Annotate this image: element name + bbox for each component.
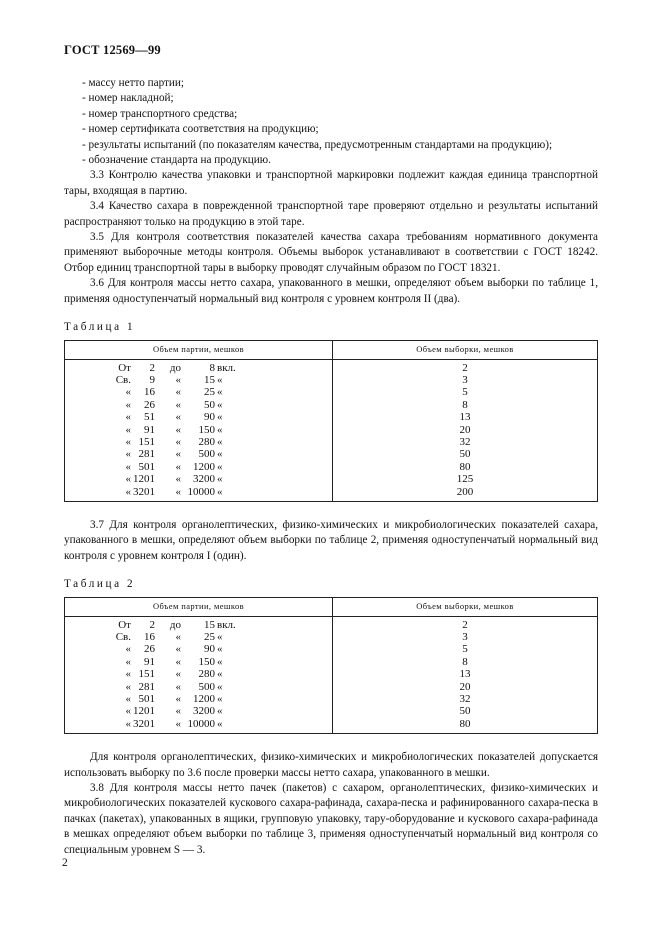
range-part: «	[175, 485, 181, 498]
range-part: «	[217, 643, 223, 656]
range-part: «	[175, 448, 181, 461]
range-part: «	[175, 386, 181, 399]
table-row-lot-range	[65, 374, 332, 386]
table-row-sample-size: 50	[459, 705, 471, 718]
range-part: «	[217, 411, 223, 424]
range-part: «	[217, 485, 223, 498]
range-part: «	[175, 705, 181, 718]
table-row-lot-range	[65, 473, 332, 485]
table-2-header-sample-size: Объем выборки, мешков	[333, 597, 598, 616]
range-part: 501	[138, 693, 155, 706]
range-part: «	[125, 485, 131, 498]
range-part: «	[217, 680, 223, 693]
table-2-sample-size-cell	[333, 616, 598, 734]
table-row-sample-size: 3	[462, 631, 468, 643]
table-1-caption: Таблица 1	[64, 321, 136, 334]
range-part: «	[125, 448, 131, 461]
range-part: «	[217, 386, 223, 399]
range-part: 2	[149, 361, 155, 374]
range-part: «	[125, 705, 131, 718]
paragraph-3-4: 3.4 Качество сахара в поврежденной транспортной таре проверяют отдельно и результаты испытаний распространяют только на продукцию в этой таре.	[64, 200, 598, 228]
range-part: «	[175, 717, 181, 730]
range-part: «	[175, 668, 181, 681]
range-part: «	[125, 386, 131, 399]
table-1-header-sample-size: Объем выборки, мешков	[333, 340, 598, 359]
table-1	[64, 340, 598, 502]
table-2-caption: Таблица 2	[64, 578, 136, 591]
range-part: 10000	[187, 717, 215, 730]
range-part: 281	[138, 448, 155, 461]
table-row-lot-range	[65, 643, 332, 655]
range-part: «	[175, 373, 181, 386]
range-part: 501	[138, 460, 155, 473]
range-part: «	[125, 398, 131, 411]
range-part: «	[125, 655, 131, 668]
range-part: «	[125, 668, 131, 681]
range-part: Св.	[115, 631, 131, 643]
range-part: 2	[149, 618, 155, 631]
table-row-lot-range	[65, 668, 332, 680]
range-part: От	[118, 618, 131, 631]
range-part: вкл.	[217, 618, 236, 631]
range-part: 151	[138, 668, 155, 681]
range-part: «	[175, 423, 181, 436]
range-part: 51	[144, 411, 155, 424]
range-part: «	[217, 631, 223, 643]
table-row-lot-range	[65, 399, 332, 411]
table-1-sample-size-cell	[333, 359, 598, 501]
table-row-sample-size: 50	[459, 448, 471, 461]
table-row-sample-size: 8	[462, 398, 468, 411]
table-row-lot-range	[65, 718, 332, 730]
table-row-lot-range	[65, 705, 332, 717]
range-part: «	[217, 655, 223, 668]
table-row-sample-size: 20	[459, 680, 471, 693]
range-part: «	[175, 460, 181, 473]
range-part: «	[125, 435, 131, 448]
range-part: 280	[198, 435, 215, 448]
table-1-lot-size-cell	[65, 359, 333, 501]
range-part: 90	[204, 643, 215, 656]
range-part: 1201	[133, 705, 155, 718]
table-row-lot-range	[65, 362, 332, 374]
range-part: 90	[204, 411, 215, 424]
range-part: до	[169, 618, 181, 631]
range-part: «	[217, 423, 223, 436]
range-part: «	[175, 643, 181, 656]
range-part: «	[125, 460, 131, 473]
table-row-lot-range	[65, 693, 332, 705]
range-part: 500	[198, 680, 215, 693]
range-part: «	[217, 460, 223, 473]
table-row-sample-size: 8	[462, 655, 468, 668]
range-part: «	[175, 398, 181, 411]
range-part: 151	[138, 435, 155, 448]
range-part: «	[217, 435, 223, 448]
table-row-lot-range	[65, 386, 332, 398]
table-row-sample-size: 125	[456, 473, 474, 486]
table-row-sample-size: 32	[459, 693, 471, 706]
range-part: «	[217, 693, 223, 706]
range-part: «	[125, 411, 131, 424]
range-part: 3200	[193, 705, 215, 718]
range-part: 9	[149, 373, 155, 386]
range-part: 150	[198, 423, 215, 436]
paragraph-3-5: 3.5 Для контроля соответствия показателей качества сахара требованиям нормативного документа применяют выборочные методы контроля. Объемы выборок устанавливают в соответствии с ГОСТ 18242. Отбор единиц транспортной тары в выборку проводят случайным образом по ГОСТ 18321.	[64, 231, 598, 274]
range-part: «	[217, 473, 223, 486]
range-part: 26	[144, 643, 155, 656]
range-part: 280	[198, 668, 215, 681]
table-row-sample-size: 13	[459, 668, 471, 681]
table-row-lot-range	[65, 436, 332, 448]
table-row-lot-range	[65, 631, 332, 643]
range-part: 3201	[133, 485, 155, 498]
table-row-lot-range	[65, 448, 332, 460]
paragraph-3-8: 3.8 Для контроля массы нетто пачек (пакетов) с сахаром, органолептических, физико-химических и микробиологических показателей кускового сахара-рафинада, сахара-песка и рафинированного сахара-песка в пачках (пакетах), упакованных в ящики, групповую упаковку, тару-оборудование и кускового сахара-рафинада в мешках определяют объем выборки по таблице 3, применяя одноступенчатый нормальный вид контроля со специальным уровнем S — 3.	[64, 782, 598, 856]
range-part: 10000	[187, 485, 215, 498]
table-2-lot-size-cell	[65, 616, 333, 734]
range-part: «	[125, 643, 131, 656]
table-row-sample-size: 20	[459, 423, 471, 436]
table-row-lot-range	[65, 656, 332, 668]
bullet-item: - обозначение стандарта на продукцию.	[82, 154, 271, 167]
range-part: «	[217, 668, 223, 681]
table-row-lot-range	[65, 461, 332, 473]
table-row-lot-range	[65, 411, 332, 423]
range-part: 500	[198, 448, 215, 461]
table-row-lot-range	[65, 681, 332, 693]
bullet-item: - номер транспортного средства;	[82, 107, 238, 120]
range-part: 150	[198, 655, 215, 668]
range-part: Св.	[115, 373, 131, 386]
paragraph-3-7: 3.7 Для контроля органолептических, физико-химических и микробиологических показателей сахара, упакованного в мешки, определяют объем выборки по таблице 2, применяя одноступенчатый нормальный вид контроля с уровнем контроля I (один).	[64, 518, 598, 562]
range-part: 25	[204, 386, 215, 399]
table-row-sample-size: 5	[462, 643, 468, 656]
table-2	[64, 597, 598, 735]
range-part: «	[125, 680, 131, 693]
range-part: 26	[144, 398, 155, 411]
range-part: 281	[138, 680, 155, 693]
table-row-sample-size: 80	[459, 717, 471, 730]
range-part: 3201	[133, 717, 155, 730]
range-part: 8	[209, 361, 215, 374]
table-row-sample-size: 200	[456, 485, 474, 498]
range-part: 3200	[193, 473, 215, 486]
bullet-item: - массу нетто партии;	[82, 77, 185, 89]
range-part: «	[217, 717, 223, 730]
range-part: 91	[144, 655, 155, 668]
range-part: 25	[204, 631, 215, 643]
range-part: «	[217, 705, 223, 718]
table-row-sample-size: 32	[459, 435, 471, 448]
document-body	[64, 76, 598, 858]
range-part: «	[217, 398, 223, 411]
table-row-sample-size: 2	[462, 361, 468, 374]
range-part: «	[125, 693, 131, 706]
document-header: ГОСТ 12569—99	[64, 43, 161, 57]
range-part: 16	[144, 631, 155, 643]
range-part: «	[175, 655, 181, 668]
table-row-sample-size: 3	[462, 373, 468, 386]
table-2-header-lot-size: Объем партии, мешков	[65, 597, 333, 616]
range-part: 15	[204, 373, 215, 386]
range-part: «	[125, 473, 131, 486]
range-part: «	[175, 435, 181, 448]
range-part: «	[175, 473, 181, 486]
range-part: 91	[144, 423, 155, 436]
bullet-item: - номер накладной;	[82, 92, 174, 105]
range-part: От	[118, 361, 131, 374]
table-row-lot-range	[65, 486, 332, 498]
range-part: до	[169, 361, 181, 374]
range-part: «	[217, 373, 223, 386]
table-row-sample-size: 13	[459, 411, 471, 424]
range-part: 1200	[193, 460, 215, 473]
range-part: «	[125, 717, 131, 730]
paragraph-3-6: 3.6 Для контроля массы нетто сахара, упакованного в мешки, определяют объем выборки по таблице 1, применяя одноступенчатый нормальный вид контроля с уровнем контроля II (два).	[64, 277, 598, 305]
range-part: «	[175, 411, 181, 424]
table-row-sample-size: 5	[462, 386, 468, 399]
range-part: «	[175, 680, 181, 693]
table-row-sample-size: 2	[462, 618, 468, 631]
range-part: «	[175, 693, 181, 706]
range-part: «	[125, 423, 131, 436]
table-row-sample-size: 80	[459, 460, 471, 473]
range-part: «	[175, 631, 181, 643]
range-part: 15	[204, 618, 215, 631]
paragraph-sample-reuse: Для контроля органолептических, физико-химических и микробиологических показателей допускается использовать выборку по 3.6 после проверки массы нетто сахара, упакованного в мешки.	[64, 751, 598, 779]
page-number: 2	[62, 857, 68, 869]
range-part: «	[217, 448, 223, 461]
paragraph-3-3: 3.3 Контролю качества упаковки и транспортной маркировки подлежит каждая единица транспортной тары, входящая в партию.	[64, 169, 598, 197]
range-part: 1201	[133, 473, 155, 486]
range-part: 16	[144, 386, 155, 399]
bullet-item: - результаты испытаний (по показателям качества, предусмотренным стандартами на продукцию);	[82, 138, 553, 151]
bullet-list	[64, 76, 598, 168]
table-1-header-lot-size: Объем партии, мешков	[65, 340, 333, 359]
bullet-item: - номер сертификата соответствия на продукцию;	[82, 123, 319, 136]
table-row-lot-range	[65, 424, 332, 436]
range-part: 1200	[193, 693, 215, 706]
range-part: вкл.	[217, 361, 236, 374]
table-row-lot-range	[65, 619, 332, 631]
range-part: 50	[204, 398, 215, 411]
